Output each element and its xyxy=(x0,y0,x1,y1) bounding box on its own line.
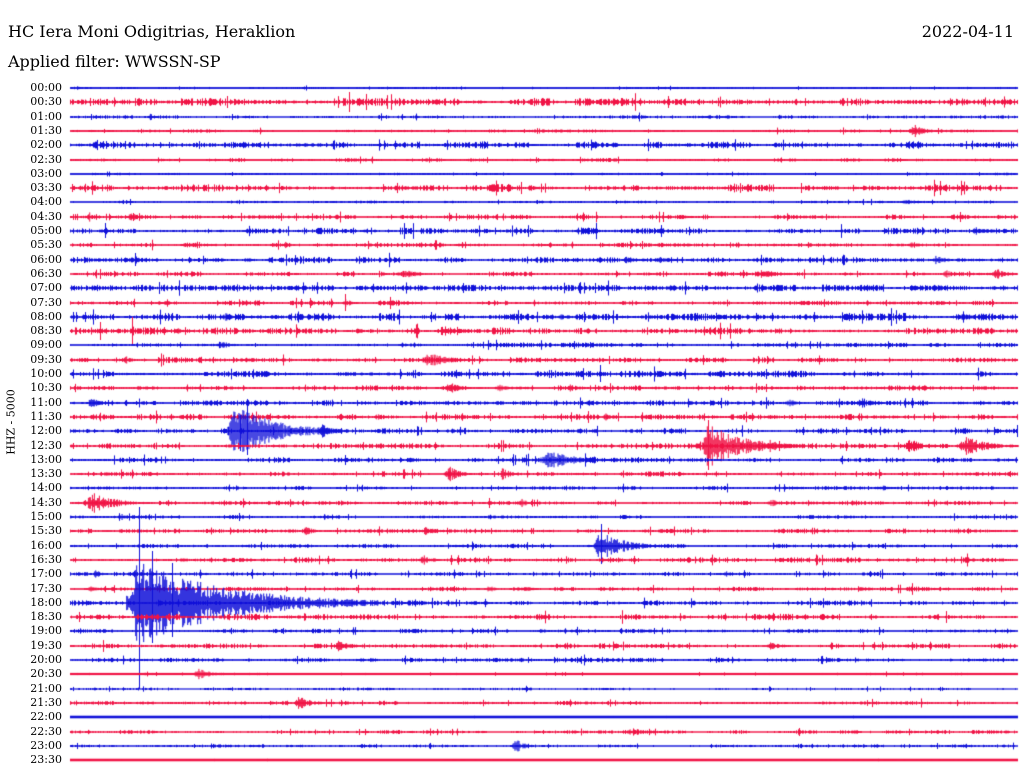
time-label: 17:30 xyxy=(30,581,62,595)
time-label: 02:30 xyxy=(30,152,62,166)
time-label: 16:30 xyxy=(30,552,62,566)
time-label: 11:00 xyxy=(30,395,62,409)
time-label: 22:30 xyxy=(30,724,62,738)
time-label: 10:00 xyxy=(30,367,62,380)
time-label: 00:00 xyxy=(30,81,62,94)
time-label: 06:00 xyxy=(30,252,62,266)
time-label: 16:00 xyxy=(30,538,62,552)
time-label: 15:00 xyxy=(30,510,62,523)
time-label: 10:30 xyxy=(30,381,62,395)
time-label: 02:00 xyxy=(30,138,62,152)
channel-scale-label: HHZ - 5000 xyxy=(4,389,18,455)
time-label: 18:00 xyxy=(30,595,62,609)
time-label: 23:00 xyxy=(30,738,62,752)
time-label: 09:00 xyxy=(30,338,62,352)
time-label: 14:30 xyxy=(30,495,62,509)
filter-label: Applied filter: WWSSN-SP xyxy=(8,52,221,71)
time-label: 21:30 xyxy=(30,695,62,709)
time-label: 18:30 xyxy=(30,610,62,624)
time-label: 23:30 xyxy=(30,753,62,767)
time-label: 09:30 xyxy=(30,352,62,366)
time-label: 03:30 xyxy=(30,181,62,195)
time-label: 05:00 xyxy=(30,224,62,237)
time-axis xyxy=(0,0,62,780)
time-label: 04:00 xyxy=(30,195,62,209)
time-label: 03:00 xyxy=(30,166,62,180)
time-label: 07:00 xyxy=(30,281,62,295)
time-label: 13:00 xyxy=(30,452,62,466)
time-label: 08:30 xyxy=(30,324,62,338)
time-label: 05:30 xyxy=(30,238,62,252)
time-label: 01:00 xyxy=(30,109,62,123)
date-label: 2022-04-11 xyxy=(921,22,1014,41)
time-label: 19:30 xyxy=(30,638,62,652)
time-label: 14:00 xyxy=(30,481,62,495)
time-label: 11:30 xyxy=(30,409,62,423)
time-label: 12:00 xyxy=(30,424,62,438)
time-label: 04:30 xyxy=(30,209,62,223)
time-label: 20:30 xyxy=(30,667,62,681)
time-label: 08:00 xyxy=(30,309,62,323)
time-label: 06:30 xyxy=(30,266,62,280)
station-title: HC Iera Moni Odigitrias, Heraklion xyxy=(8,22,296,41)
time-label: 01:30 xyxy=(30,123,62,137)
time-label: 17:00 xyxy=(30,567,62,581)
time-label: 00:30 xyxy=(30,95,62,109)
time-label: 15:30 xyxy=(30,524,62,538)
time-label: 12:30 xyxy=(30,438,62,452)
time-label: 22:00 xyxy=(30,710,62,724)
time-label: 20:00 xyxy=(30,653,62,666)
time-label: 21:00 xyxy=(30,681,62,695)
time-label: 19:00 xyxy=(30,624,62,638)
time-label: 13:30 xyxy=(30,467,62,481)
time-label: 07:30 xyxy=(30,295,62,309)
